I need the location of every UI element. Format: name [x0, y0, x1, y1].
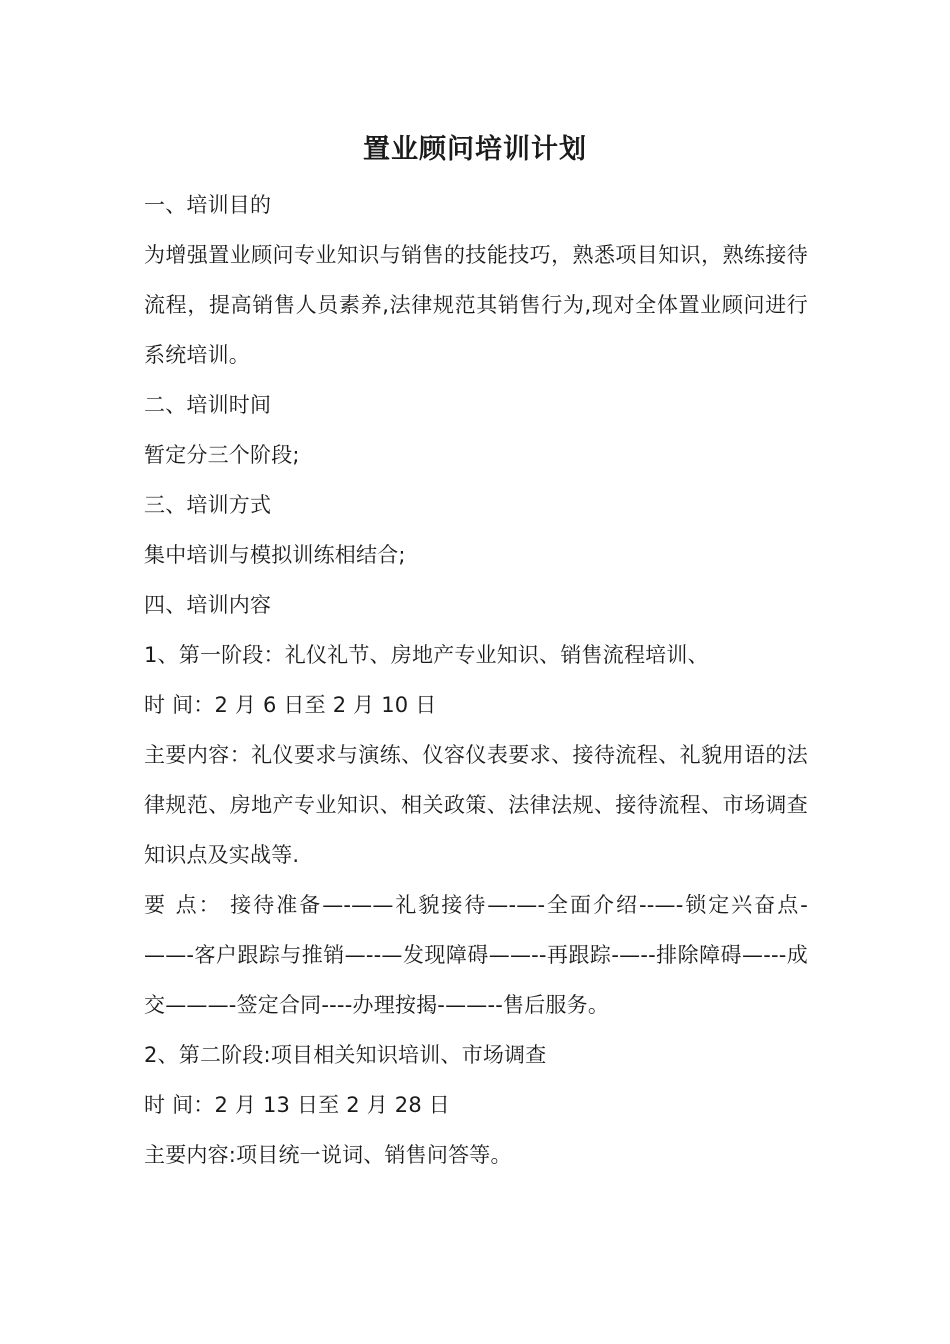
- stage-one-heading: 1、第一阶段：礼仪礼节、房地产专业知识、销售流程培训、: [144, 643, 709, 667]
- document-body: [144, 180, 808, 1180]
- paragraph-method: 集中培训与模拟训练相结合;: [144, 543, 406, 567]
- section-heading-method: 三、培训方式: [144, 493, 272, 517]
- section-heading-purpose: 一、培训目的: [144, 193, 272, 217]
- document-title: 置业顾问培训计划: [363, 134, 587, 165]
- stage-two-time: 时 间：2 月 13 日至 2 月 28 日: [144, 1093, 450, 1117]
- paragraph-time: 暂定分三个阶段;: [144, 443, 300, 467]
- stage-two-heading: 2、第二阶段:项目相关知识培训、市场调查: [144, 1043, 547, 1067]
- stage-two-main-content: 主要内容:项目统一说词、销售问答等。: [144, 1143, 512, 1167]
- section-heading-content: 四、培训内容: [144, 593, 272, 617]
- stage-one-main-content: 主要内容：礼仪要求与演练、仪容仪表要求、接待流程、礼貌用语的法律规范、房地产专业知识、相关政策、法律法规、接待流程、市场调查知识点及实战等.: [144, 743, 808, 867]
- paragraph-purpose: 为增强置业顾问专业知识与销售的技能技巧，熟悉项目知识，熟练接待流程，提高销售人员素养,法律规范其销售行为,现对全体置业顾问进行系统培训。: [144, 243, 808, 367]
- stage-one-time: 时 间：2 月 6 日至 2 月 10 日: [144, 693, 437, 717]
- stage-one-key-points: 要 点： 接待准备—-——礼貌接待—-—-全面介绍--—-锁定兴奋点-——-客户跟踪与推销—--—发现障碍——--再跟踪-—--排除障碍—---成交———-签定合同----办理按揭-——--售后服务。: [144, 893, 808, 1017]
- section-heading-time: 二、培训时间: [144, 393, 272, 417]
